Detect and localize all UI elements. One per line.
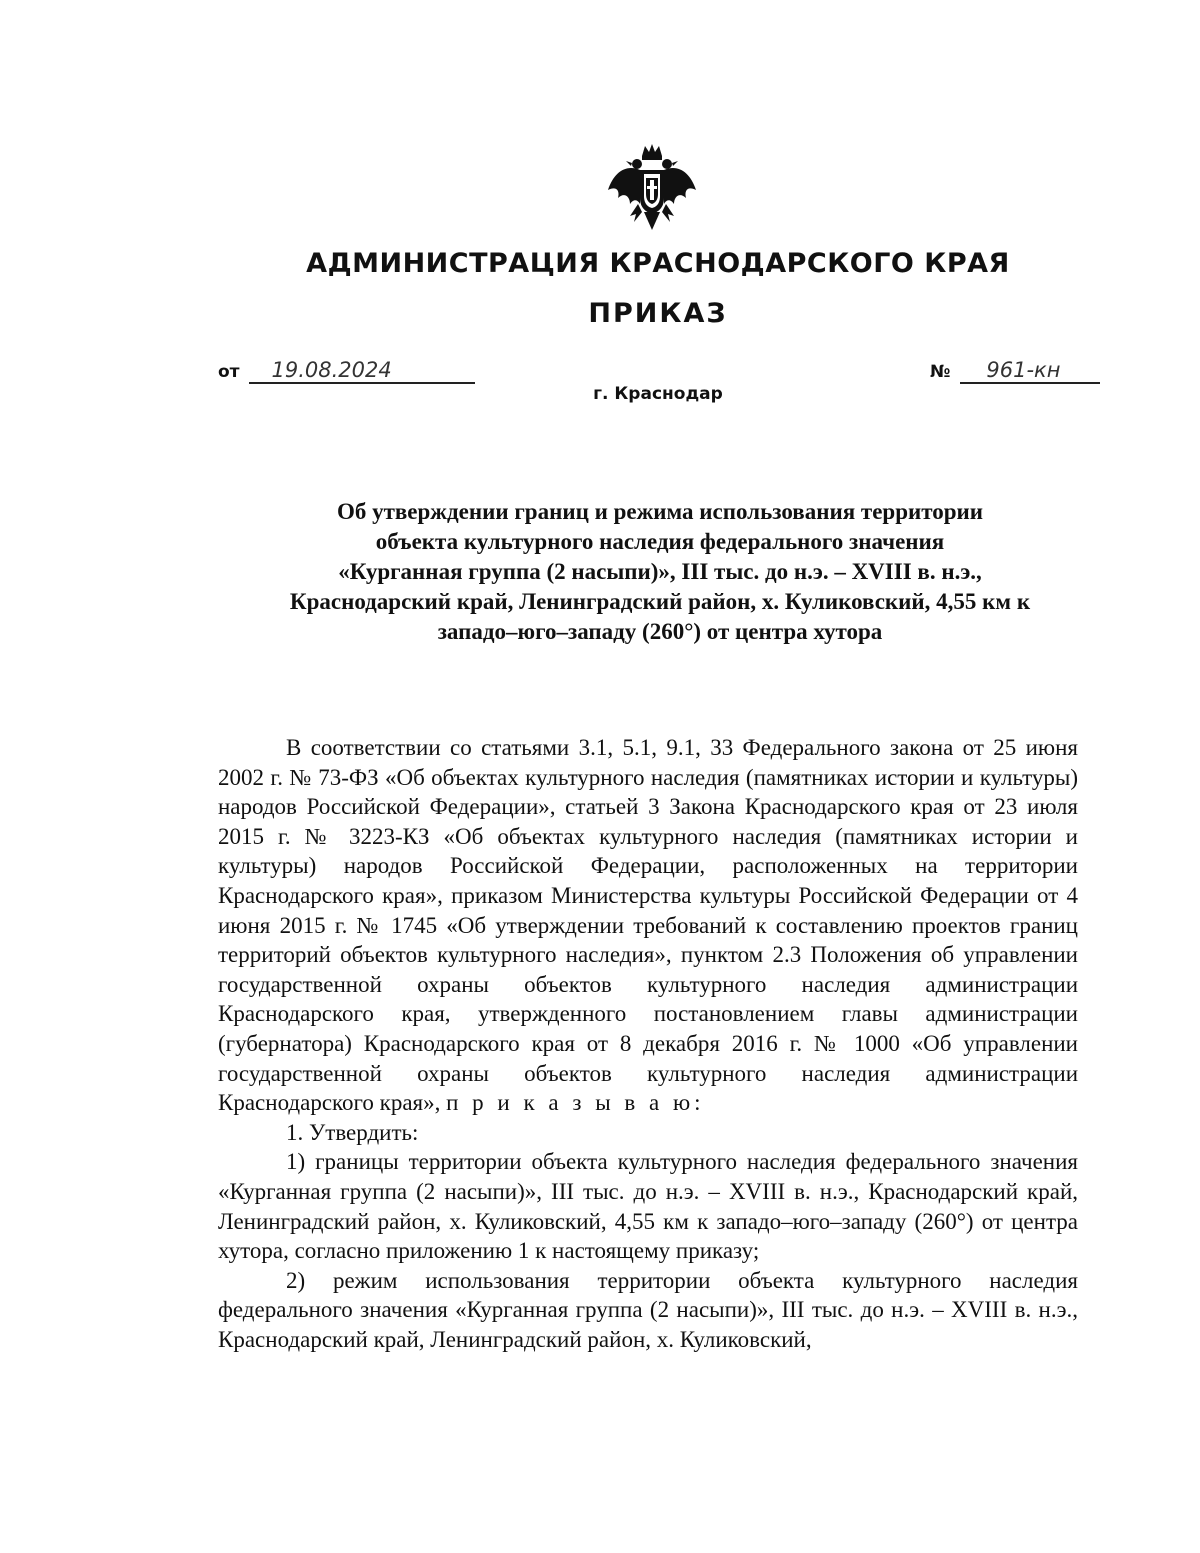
number-field: [930, 358, 1100, 384]
preamble-text: В соответствии со статьями 3.1, 5.1, 9.1, 33 Федерального закона от 25 июня 2002 г. № 73-ФЗ «Об объектах культурного наследия (памятниках истории и культуры) народов Российской Федерации», статьей 3 Закона Краснодарского края от 23 июля 2015 г. № 3223-КЗ «Об объектах культурного наследия (памятниках истории и культуры) народов Российской Федерации, расположенных на территории Краснодарского края», приказом Министерства культуры Российской Федерации от 4 июня 2015 г. № 1745 «Об утверждении требований к составлению проектов границ территорий объектов культурного наследия», пунктом 2.3 Положения об управлении государственной охраны объектов культурного наследия администрации Краснодарского края, утвержденного постановлением главы администрации (губернатора) Краснодарского края от 8 декабря 2016 г. № 1000 «Об управлении государственной охраны объектов культурного наследия администрации Краснодарского края»,: [218, 735, 1078, 1116]
subject-line: западо–юго–западу (260°) от центра хутора: [437, 619, 883, 644]
item-1: 1. Утвердить:: [286, 1119, 419, 1145]
subject-line: Краснодарский край, Ленинградский район, х. Куликовский, 4,55 км к: [289, 589, 1031, 614]
subject-heading: [210, 497, 1110, 647]
number-value: 961-кн: [960, 358, 1100, 384]
item-1-1: 1) границы территории объекта культурного наследия федерального значения «Курганная группа (2 насыпи)», III тыс. до н.э. – XVIII в. н.э., Краснодарский край, Ленинградский район, х. Куликовский, 4,55 км к западо–юго–западу (260°) от центра хутора, согласно приложению 1 к настоящему приказу;: [218, 1149, 1078, 1264]
order-body: [218, 733, 1078, 1354]
organization-title: АДМИНИСТРАЦИЯ КРАСНОДАРСКОГО КРАЯ: [306, 248, 1010, 279]
city-label: г. Краснодар: [593, 384, 723, 404]
item-1-2: 2) режим использования территории объекта культурного наследия федерального значения «Курганная группа (2 насыпи)», III тыс. до н.э. – XVIII в. н.э., Краснодарский край, Ленинградский район, х. Куликовский,: [218, 1267, 1078, 1352]
number-prefix: №: [930, 362, 951, 382]
subject-line: Об утверждении границ и режима использования территории: [336, 499, 984, 524]
document-type: ПРИКАЗ: [588, 298, 728, 329]
command-word: п р и к а з ы в а ю:: [446, 1090, 705, 1116]
subject-line: объекта культурного наследия федерального значения: [375, 529, 945, 554]
date-value: 19.08.2024: [249, 358, 475, 384]
coat-of-arms-icon: [604, 142, 700, 234]
preamble-paragraph: [218, 733, 1078, 1118]
date-field: [218, 358, 475, 384]
date-prefix: от: [218, 362, 240, 382]
subject-line: «Курганная группа (2 насыпи)», III тыс. до н.э. – XVIII в. н.э.,: [338, 559, 982, 584]
